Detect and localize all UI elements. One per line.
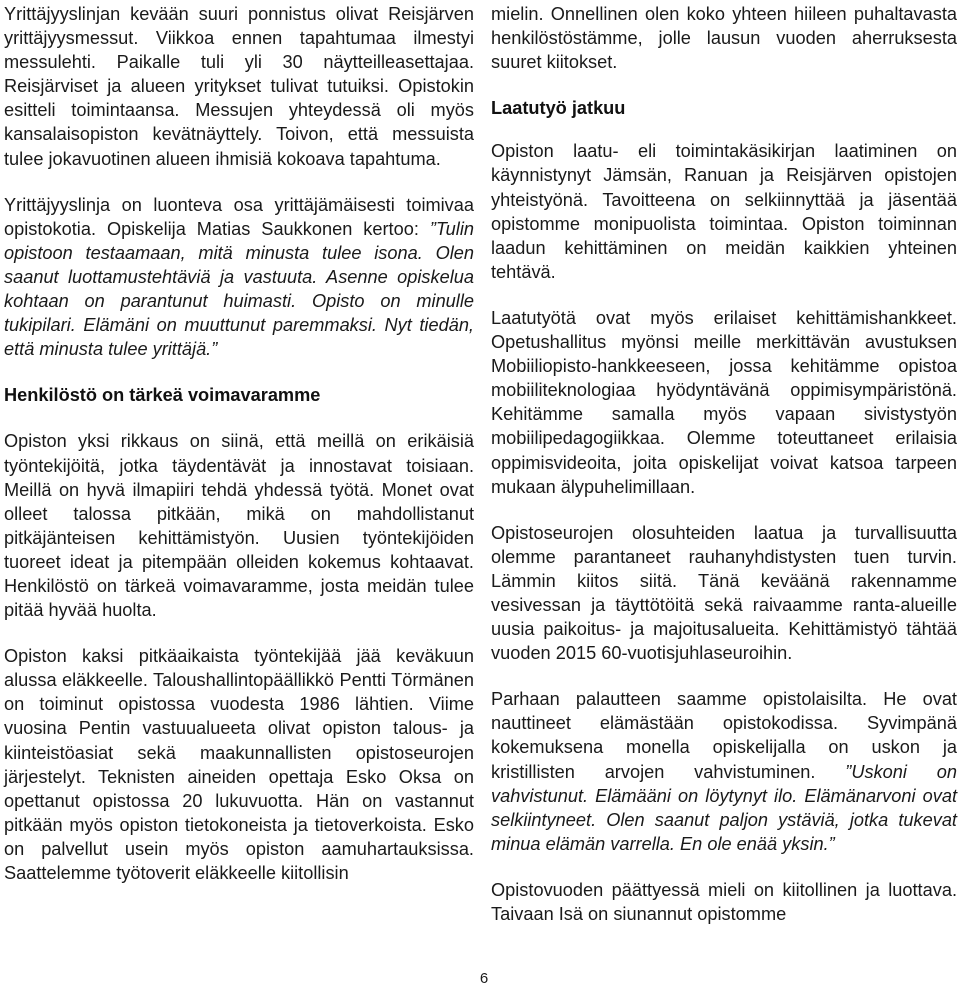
- paragraph-yrittajyyslinja-text: Yrittäjyyslinja on luonteva osa yrittäjämäisesti toimivaa opistokotia. Opiskelija Matias Saukkonen kertoo:: [4, 194, 474, 239]
- paragraph-elakkeelle: Opiston kaksi pitkäaikaista työntekijää jää keväkuun alussa eläkkeelle. Taloushallintopäällikkö Pentti Törmänen on toiminut opistossa vuodesta 1986 lähtien. Viime vuosina Pentin vastuualueeta olivat opiston talous- ja kiinteistöasiat sekä maakunnallisten opistoseurojen järjestelyt. Teknisten aineiden opettaja Esko Oksa on opettanut opistossa 20 lukuvuotta. Hän on vastannut pitkään myös opiston tietokoneista ja tietoverkoista. Esko on palvellut usein myös opiston aamuhartauksissa. Saattelemme työtoverit eläkkeelle kiitollisin: [4, 646, 474, 883]
- left-column: [4, 2, 474, 885]
- student-quote: ”Tulin opistoon testaamaan, mitä minusta tulee isona. Olen saanut luottamustehtäviä ja vastuuta. Asenne opiskelua kohtaan on parantunut huimasti. Opisto on minulle tukipilari. Elämäni on muuttunut paremmaksi. Nyt tiedän, että minusta tulee yrittäjä.”: [4, 218, 474, 360]
- page-number: 6: [479, 970, 489, 987]
- opiskelija-quote: ”Uskoni on vahvistunut. Elämääni on löytynyt ilo. Elämänarvoni ovat selkiintyneet. Olen saanut paljon ystäviä, jotka tukevat minua elämän varrella. En ole enää yksin.”: [491, 761, 957, 854]
- paragraph-kiitollinen: Opistovuoden päättyessä mieli on kiitollinen ja luottava. Taivaan Isä on siunannut opistomme: [491, 879, 957, 924]
- right-column: [491, 2, 957, 926]
- paragraph-palaute: [491, 687, 957, 856]
- paragraph-palaute-text: Parhaan palautteen saamme opistolaisilta. He ovat nauttineet elämästään opistokodissa. Syvimpänä kokemuksena monella opiskelijalla on uskon ja kristillisten arvojen vahvistuminen.: [491, 689, 957, 782]
- paragraph-kehittamishankkeet: Laatutyötä ovat myös erilaiset kehittämishankkeet. Opetushallitus myönsi meille merkittävän avustuksen Mobiiliopisto-hankkeeseen, jossa kehitämme opistoa mobiiliteknologiaa hyödyntävänä oppimisympäristönä. Kehitämme samalla myös vapaan sivistystyön mobiilipedagogiikkaa. Olemme toteuttaneet erilaisia oppimisvideoita, joita opiskelijat voivat katsoa tarpeen mukaan älypuhelimillaan.: [491, 307, 957, 497]
- paragraph-opistoseurat: Opistoseurojen olosuhteiden laatua ja turvallisuutta olemme parantaneet rauhanyhdistysten tuen turvin. Lämmin kiitos siitä. Tänä keväänä rakennamme vesivessan ja täyttötöitä sekä raivaamme ranta-alueille uusia paikoitus- ja majoitusalueita. Kehittämistyö tähtää vuoden 2015 60-vuotisjuhlaseuroihin.: [491, 522, 957, 664]
- paragraph-kiitokset: mielin. Onnellinen olen koko yhteen hiileen puhaltavasta henkilöstöstämme, jolle lausun vuoden aherruksesta suuret kiitokset.: [491, 4, 957, 73]
- heading-henkilosto: Henkilöstö on tärkeä voimavaramme: [4, 385, 321, 406]
- paragraph-henkilosto: Opiston yksi rikkaus on siinä, että meillä on erikäisiä työntekijöitä, jotka täydentävät ja innostavat toisiaan. Meillä on hyvä ilmapiiri tehdä yhdessä työtä. Monet ovat olleet talossa pitkään, mikä on mahdollistanut pitkäjänteisen kehittämistyön. Uusien työntekijöiden tuoreet ideat ja pitempään olleiden kokemus kohtaavat. Henkilöstö on tärkeä voimavaramme, josta meidän tulee pitää hyvää huolta.: [4, 431, 474, 621]
- paragraph-yrittajyyslinja: [4, 193, 474, 362]
- heading-laatutyo: Laatutyö jatkuu: [491, 98, 626, 119]
- paragraph-messut: Yrittäjyyslinjan kevään suuri ponnistus olivat Reisjärven yrittäjyysmessut. Viikkoa ennen tapahtumaa ilmestyi messulehti. Paikalle tuli yli 30 näytteilleasettajaa. Reisjärviset ja alueen yritykset tulivat tutuiksi. Opistokin esitteli toimintaansa. Messujen yhteydessä oli myös kansalaisopiston kevätnäyttely. Toivon, että messuista tulee jokavuotinen alueen ihmisiä kokoava tapahtuma.: [4, 4, 474, 169]
- paragraph-laatukasikirja: Opiston laatu- eli toimintakäsikirjan laatiminen on käynnistynyt Jämsän, Ranuan ja Reisjärven opistojen yhteistyönä. Tavoitteena on selkiinnyttää ja jäsentää opistomme monipuolista toimintaa. Opiston toiminnan laadun kehittäminen on meidän kaikkien yhteinen tehtävä.: [491, 141, 957, 282]
